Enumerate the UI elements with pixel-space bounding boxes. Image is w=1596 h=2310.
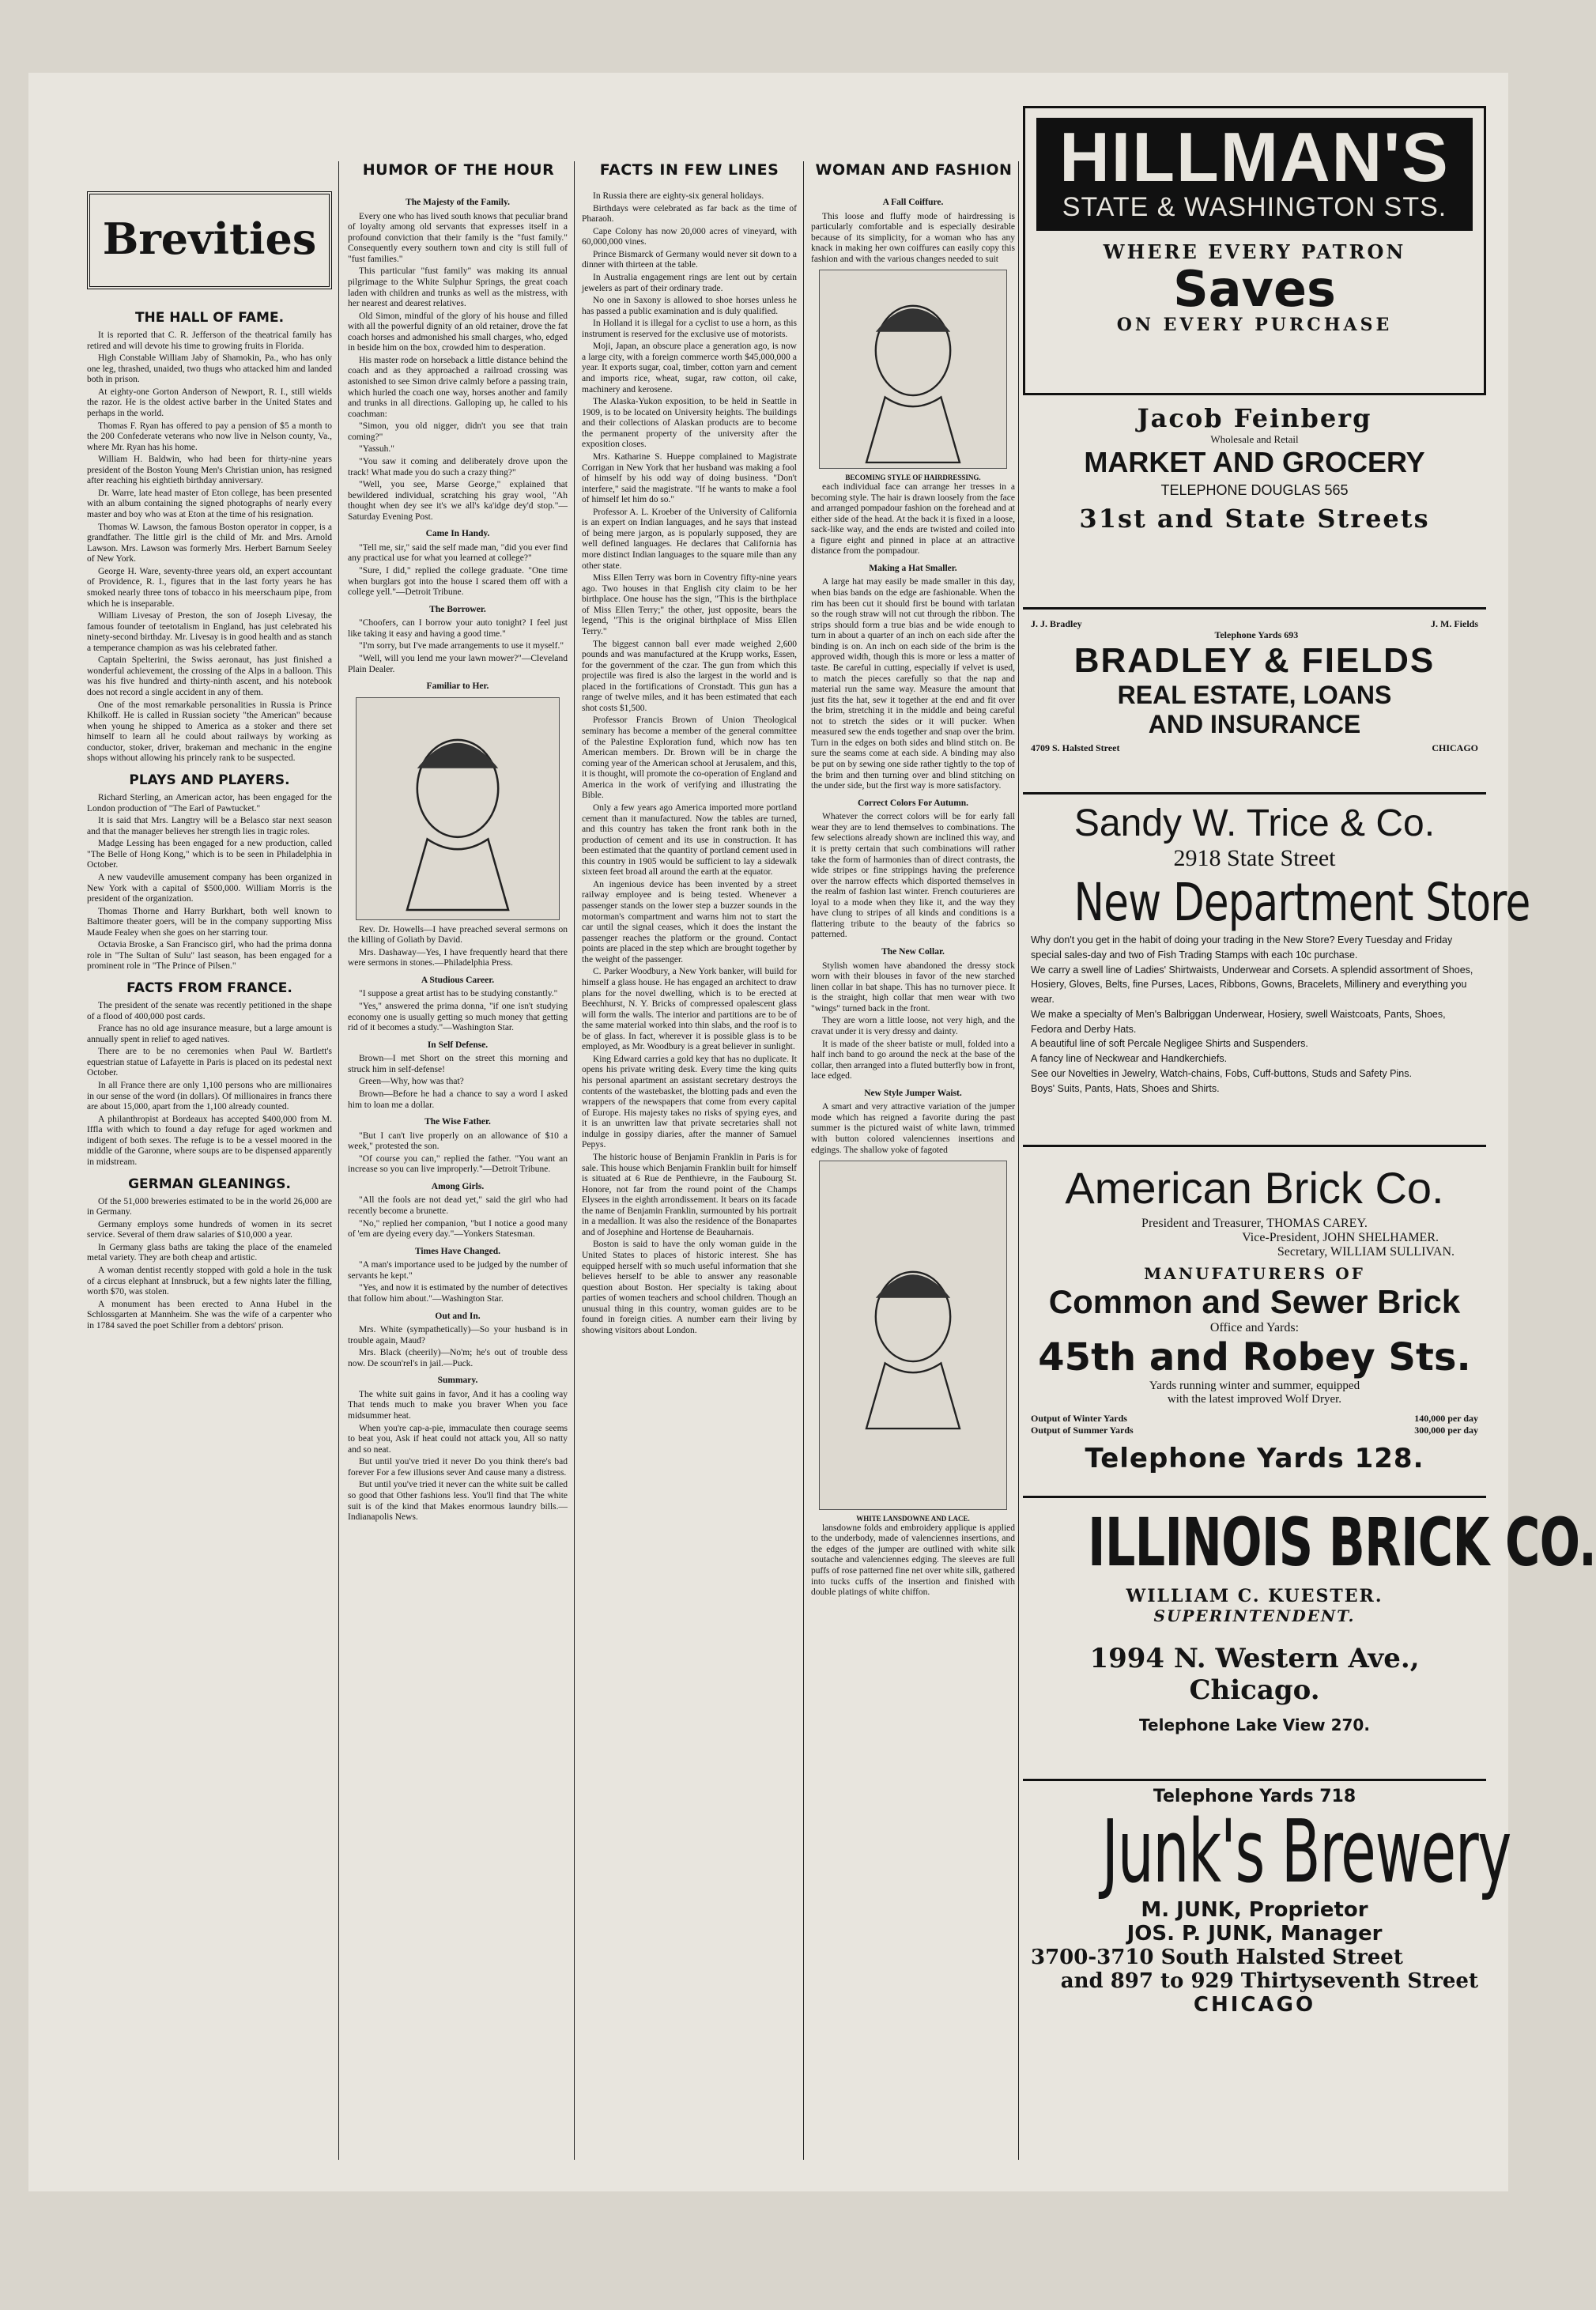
fashion-header: WOMAN AND FASHION bbox=[815, 161, 1013, 179]
article-paragraph: Birthdays were celebrated as far back as the time of Pharaoh. bbox=[582, 203, 797, 225]
hillman-line1: WHERE EVERY PATRON bbox=[1103, 240, 1406, 263]
article-paragraph: "Choofers, can I borrow your auto tonight? I feel just like taking it easy and having a good time." bbox=[348, 618, 568, 639]
bradley-line2: AND INSURANCE bbox=[1148, 710, 1361, 738]
article-paragraph: A smart and very attractive variation of the jumper mode which has reigned a favorite during the past summer is the pictured waist of white lawn, trimmed with button colored valenciennes insertions and edgings. The shallow yoke of fagoted bbox=[811, 1102, 1015, 1155]
article-paragraph: Germany employs some hundreds of women in its secret service. Several of them draw salaries of $10,000 a year. bbox=[87, 1219, 332, 1240]
article-paragraph: It is reported that C. R. Jefferson of the theatrical family has retired and will devote his time to growing fruits in Florida. bbox=[87, 330, 332, 351]
article-paragraph: At eighty-one Gorton Anderson of Newport, R. I., still wields the razor. He is the oldest active barber in the United States and perhaps in the world. bbox=[87, 387, 332, 418]
article-paragraph: lansdowne folds and embroidery applique is applied to the underbody, made of valenciennes insertions, and the edges of the jumper are outlined with white silk soutache and valenciennes edging. The sleeves are full puffs of rose patterned fine net over white silk, gathered into tucks cuffs of the insertion and finished with double platings of white chiffon. bbox=[811, 1523, 1015, 1598]
article-paragraph: Mrs. Dashaway—Yes, I have frequently heard that there were sermons in stones.—Philadelphia Press. bbox=[348, 947, 568, 968]
article-paragraph: A woman dentist recently stopped with gold a hole in the tusk of a circus elephant at Innsbruck, but a few nights later the filling, worth $70, was stolen. bbox=[87, 1265, 332, 1297]
plays-items bbox=[87, 793, 332, 972]
trice-line: Boys' Suits, Pants, Hats, Shoes and Shirts. bbox=[1031, 1082, 1220, 1094]
illinois-person: WILLIAM C. KUESTER. bbox=[1126, 1586, 1383, 1606]
column-facts bbox=[582, 191, 797, 2199]
article-title: New Style Jumper Waist. bbox=[864, 1088, 962, 1098]
article-paragraph: When you're cap-a-pie, immaculate then courage seems to beat you, Ask if heat could not attack you, All so natty and so neat. bbox=[348, 1423, 568, 1455]
feinberg-title: MARKET AND GROCERY bbox=[1084, 446, 1425, 478]
bradley-left: J. J. Bradley bbox=[1031, 618, 1082, 629]
bradley-phone: Telephone Yards 693 bbox=[1214, 629, 1299, 640]
hillman-saves: Saves bbox=[1173, 260, 1336, 318]
article-paragraph: Thomas F. Ryan has offered to pay a pension of $5 a month to the 200 Confederate veterans who now live in Nelson county, Va., where Mr. Ryan has his home. bbox=[87, 421, 332, 452]
column-rule bbox=[338, 161, 339, 2160]
article-title: In Self Defense. bbox=[427, 1040, 489, 1050]
trice-line: A beautiful line of soft Percale Negligee Shirts and Suspenders. bbox=[1031, 1038, 1308, 1050]
trice-ad bbox=[1023, 802, 1530, 1096]
winter-value: 140,000 per day bbox=[1414, 1413, 1478, 1424]
illinois-brick-ad bbox=[1023, 1504, 1596, 1734]
article-title: The Majesty of the Family. bbox=[406, 198, 510, 207]
article-paragraph: Whatever the correct colors will be for early fall wear they are to lend themselves to combinations. The few selections already shown are inclined this way, and it is pretty certain that such combinations will rather take the form of harmonies than of direct contrasts, the wide stripes or fine strippings having the preference over the narrow effects which disported themselves in the realm of fashion last winter. French couturieres are loyal to a mode when they like it, and the way they have clung to stripes of all kinds and conditions is a flattering tribute to the beauty of the fabrics so patterned. bbox=[811, 812, 1015, 940]
article-title: Among Girls. bbox=[431, 1181, 485, 1191]
article-paragraph: William H. Baldwin, who had been for thirty-nine years president of the Boston Young Men's Christian union, has resigned after reaching his eightieth birthday anniversary. bbox=[87, 455, 332, 486]
trice-line: See our Novelties in Jewelry, Watch-chains, Fobs, Cuff-buttons, Studs and Safety Pins. bbox=[1031, 1067, 1412, 1079]
article-paragraph: The biggest cannon ball ever made weighed 2,600 pounds and was manufactured at the Krupp works, Essen, for the government of the czar. The gun from which this projectile was fired is also the largest in the world and is placed in the fortifications of Cronstadt. This gun has a range of twelve miles, and it has been estimated that each shot costs $1,500. bbox=[582, 639, 797, 713]
article-paragraph: "You saw it coming and deliberately drove upon the track! What made you do such a crazy thing?" bbox=[348, 456, 568, 477]
article-paragraph: "Of course you can," replied the father. "You want an increase so you can live improperly."—Detroit Tribune. bbox=[348, 1153, 568, 1175]
article-paragraph: Octavia Broske, a San Francisco girl, who had the prima donna role in "The Sultan of Sulu" last season, has been engaged for a prominent role in "The Prince of Pilsen." bbox=[87, 940, 332, 972]
france-items bbox=[87, 1001, 332, 1168]
article-paragraph: "Simon, you old nigger, didn't you see that train coming?" bbox=[348, 421, 568, 442]
trice-title: New Department Store bbox=[1073, 872, 1530, 933]
article-paragraph: Thomas W. Lawson, the famous Boston operator in copper, is a grandfather. The little girl is the child of Mr. and Mrs. Arnold Lawson. Mrs. Lawson was formerly Mrs. Herbert Barnum Seeley of New York. bbox=[87, 522, 332, 564]
article-paragraph: They are worn a little loose, not very high, and the cravat under it is very dressy and dainty. bbox=[811, 1016, 1015, 1036]
article-paragraph: One of the most remarkable personalities in Russia is Prince Khilkoff. He is called in Russian society "the American" because when young he shipped to America as a stoker and there set himself to learn all he could about railways by working as conductor, stoker, driver, brakeman and mechanic in the engine shops without allowing his princely rank to be suspected. bbox=[87, 700, 332, 764]
article-title: Familiar to Her. bbox=[426, 681, 489, 692]
illustration-caption: WHITE LANSDOWNE AND LACE. bbox=[856, 1515, 970, 1523]
article-paragraph: Thomas Thorne and Harry Burkhart, both well known to Baltimore theater goers, will be in the company supporting Miss Maude Fealey when she goes on her starring tour. bbox=[87, 906, 332, 938]
article-paragraph: C. Parker Woodbury, a New York banker, will build for himself a glass house. He has engaged an architect to draw plans for the novel dwelling, which is to be erected at Beechhurst, N. Y. Bricks of compressed opalescent glass will form the walls. The interior and partitions are to be of the same material worked into thin slabs, and the roof is to be of glass. In fact, wherever it is possible glass is to be employed, as Mr. Woodbury is a great believer in sunlight. bbox=[582, 967, 797, 1052]
article-paragraph: Mrs. Katharine S. Hueppe complained to Magistrate Corrigan in New York that her husband was making a fool of himself by his odd way of doing business. "Don't interfere," said the magistrate. "If he wants to make a fool of himself let him do so." bbox=[582, 451, 797, 505]
bradley-right: J. M. Fields bbox=[1431, 618, 1478, 629]
article-paragraph: "A man's importance used to be judged by the number of servants he kept." bbox=[348, 1260, 568, 1281]
trice-name: Sandy W. Trice & Co. bbox=[1073, 802, 1436, 844]
american-phone: Telephone Yards 128. bbox=[1085, 1443, 1424, 1474]
junk-brewery-ad bbox=[1023, 1787, 1511, 2017]
article-title: Making a Hat Smaller. bbox=[869, 563, 957, 573]
trice-line: We carry a swell line of Ladies' Shirtwaists, Underwear and Corsets. A splendid assortment of Shoes, Hosiery, Gloves, Belts, fine Purses, Laces, Ribbons, Gowns, Bracelets, Millinery and everything you wear. bbox=[1031, 964, 1473, 1005]
article-paragraph: High Constable William Jaby of Shamokin, Pa., who has only one leg, thrashed, unaided, two thugs who attacked him and landed both in prison. bbox=[87, 353, 332, 385]
ad-divider bbox=[1023, 1779, 1486, 1781]
illinois-phone: Telephone Lake View 270. bbox=[1139, 1716, 1370, 1734]
article-paragraph: A monument has been erected to Anna Hubel in the Schlossgarten at Mannheim. She was the wife of a carpenter who in 1784 saved the poet Schiller from a debtors' prison. bbox=[87, 1299, 332, 1331]
article-paragraph: Cape Colony has now 20,000 acres of vineyard, with 60,000,000 vines. bbox=[582, 226, 797, 247]
american-name: American Brick Co. bbox=[1065, 1163, 1444, 1213]
section-heading: PLAYS AND PLAYERS. bbox=[129, 772, 290, 788]
article-paragraph: William Livesay of Preston, the son of Joseph Livesay, the famous founder of teetotalism in England, has just celebrated his ninety-second birthday. Mr. Livesay is in good health and as stanch a temperance champion as was his celebrated father. bbox=[87, 611, 332, 653]
article-paragraph: In Germany glass baths are taking the place of the enameled metal variety. They are both cheap and artistic. bbox=[87, 1242, 332, 1263]
feinberg-ad bbox=[1023, 403, 1486, 534]
article-paragraph: There are to be no ceremonies when Paul W. Bartlett's equestrian statue of Lafayette in Paris is placed on its pedestal next October. bbox=[87, 1047, 332, 1078]
article-paragraph: Every one who has lived south knows that peculiar brand of loyalty among old servants that expresses itself in a profound conviction that their family is the "fust family." Consequently every southern town and city is still full of "fust families." bbox=[348, 211, 568, 264]
jumper-waist-illustration bbox=[819, 1161, 1007, 1510]
article-paragraph: Rev. Dr. Howells—I have preached several sermons on the killing of Goliath by David. bbox=[348, 924, 568, 946]
feinberg-address: 31st and State Streets bbox=[1079, 504, 1430, 534]
ad-divider bbox=[1023, 1496, 1486, 1498]
column-rule bbox=[803, 161, 804, 2160]
article-paragraph: Madge Lessing has been engaged for a new production, called "The Belle of Hong Kong," which is to be seen in Philadelphia in October. bbox=[87, 839, 332, 870]
section-heading: FACTS FROM FRANCE. bbox=[126, 980, 292, 997]
junk-city: CHICAGO bbox=[1193, 1992, 1316, 2017]
junk-addr2: and 897 to 929 Thirtyseventh Street bbox=[1060, 1968, 1478, 1993]
bradley-city: CHICAGO bbox=[1432, 742, 1478, 753]
article-paragraph: Moji, Japan, an obscure place a generation ago, is now a large city, with a foreign commerce worth $45,000,000 a year. It exports sugar, coal, timber, cotton yarn and cement and imports rice, wheat, sugar, raw cotton, oil cake, machinery and kerosene. bbox=[582, 342, 797, 394]
article-paragraph: Brown—I met Short on the street this morning and struck him in self-defense! bbox=[348, 1054, 568, 1074]
article-paragraph: George H. Ware, seventy-three years old, an expert accountant of Providence, R. I., figures that in the last forty years he has smoked nearly three tons of tobacco in his meerschaum pipe, from which he is inseparable. bbox=[87, 566, 332, 609]
section-heading: GERMAN GLEANINGS. bbox=[128, 1176, 291, 1192]
article-paragraph: In all France there are only 1,100 persons who are millionaires in our sense of the word (in dollars). Of millionaires in francs there are about 15,000, apart from the 1,100 already counted. bbox=[87, 1081, 332, 1112]
illustration-caption: BECOMING STYLE OF HAIRDRESSING. bbox=[845, 474, 981, 482]
summer-value: 300,000 per day bbox=[1414, 1425, 1478, 1436]
article-paragraph: His master rode on horseback a little distance behind the coach and as they approached a railroad crossing was astonished to see Simon drive calmly before a passing train, which hurled the coach one way, horses another and family and trunks in all directions. Galloping up, he called to his coachman: bbox=[348, 355, 568, 419]
article-paragraph: "I'm sorry, but I've made arrangements to use it myself." bbox=[359, 641, 564, 651]
column-fashion bbox=[811, 191, 1015, 2199]
american-yards1: Yards running winter and summer, equipped bbox=[1149, 1380, 1360, 1392]
german-items bbox=[87, 1197, 332, 1332]
article-paragraph: The Alaska-Yukon exposition, to be held in Seattle in 1909, is to be located on University heights. The buildings and their collections of Alaskan products are to become the permanent property of the university after the exposition closes. bbox=[582, 397, 797, 450]
article-paragraph: "But I can't live properly on an allowance of $10 a week," protested the son. bbox=[348, 1130, 568, 1152]
feinberg-name: Jacob Feinberg bbox=[1137, 403, 1372, 433]
article-paragraph: "Tell me, sir," said the self made man, "did you ever find any practical use for what you learned at college?" bbox=[348, 542, 568, 564]
article-title: Came In Handy. bbox=[425, 529, 490, 539]
column-rule bbox=[1018, 161, 1019, 2160]
article-paragraph: Miss Ellen Terry was born in Coventry fifty-nine years ago. Two houses in that English city claim to be her birthplace. One house has the sign, "This is the birthplace of Miss Ellen Terry;" the other, just opposite, bears the legend, "This is the original birthplace of Miss Ellen Terry." bbox=[582, 573, 797, 636]
article-paragraph: "No," replied her companion, "but I notice a good many of 'em are dyeing every day."—Yonkers Statesman. bbox=[348, 1218, 568, 1240]
hall-of-fame-items bbox=[87, 330, 332, 764]
article-paragraph: It is made of the sheer batiste or mull, folded into a half inch band to go around the neck at the base of the collar, then arranged into a fluted butterfly bow in front, lace edged. bbox=[811, 1039, 1015, 1081]
trice-line: Why don't you get in the habit of doing your trading in the New Store? Every Tuesday and Friday special sales-day and two of Fish Trading Stamps with each 10c purchase. bbox=[1031, 934, 1453, 961]
article-paragraph: Stylish women have abandoned the dressy stock worn with their blouses in favor of the new starched linen collar in bat shape. This has no turnover piece. It is the straight, high collar that men wear with two "wings" turned back in the front. bbox=[811, 961, 1015, 1013]
winter-label: Output of Winter Yards bbox=[1031, 1413, 1127, 1424]
article-paragraph: "All the fools are not dead yet," said the girl who had recently become a brunette. bbox=[348, 1195, 568, 1216]
cartoon-illustration bbox=[356, 697, 560, 920]
article-title: The New Collar. bbox=[881, 947, 945, 957]
article-paragraph: An ingenious device has been invented by a street railway employee and is being tested. Whenever a passenger stands on the lower step a buzzer sounds in the motorman's compartment and warns him not to start the car until the signal ceases, which it does the instant the passenger reaches the platform or the ground. Contact points are placed in the step which are brought together by the weight of the passenger. bbox=[582, 879, 797, 964]
american-brick-ad bbox=[1023, 1162, 1486, 1474]
junk-phone: Telephone Yards 718 bbox=[1153, 1787, 1356, 1806]
article-paragraph: In Russia there are eighty-six general holidays. bbox=[593, 191, 764, 201]
american-product: Common and Sewer Brick bbox=[1048, 1283, 1461, 1320]
hairdressing-illustration bbox=[819, 270, 1007, 469]
article-paragraph: Prince Bismarck of Germany would never sit down to a dinner with thirteen at the table. bbox=[582, 249, 797, 270]
article-paragraph: But until you've tried it never can the white suit be called so good that Other fashions less. You'll find that The white suit is of the kind that Makes enormous laundry bills.—Indianapolis News. bbox=[348, 1480, 568, 1523]
trice-address: 2918 State Street bbox=[1173, 845, 1336, 871]
bradley-ad bbox=[1023, 618, 1486, 754]
article-paragraph: This particular "fust family" was making its annual pilgrimage to the White Sulphur Springs, the great coach laden with children and trunks as well as the mistress, with her nearest and dearest relatives. bbox=[348, 266, 568, 309]
article-paragraph: "Well, you see, Marse George," explained that bewildered individual, scratching his gray wool, "Ah thought when dey see it's we all's ka'idge dey'd stop."—Saturday Evening Post. bbox=[348, 480, 568, 522]
feinberg-phone: TELEPHONE DOUGLAS 565 bbox=[1160, 482, 1349, 498]
article-paragraph: No one in Saxony is allowed to shoe horses unless he has passed a public examination and is duly qualified. bbox=[582, 296, 797, 316]
american-address: 45th and Robey Sts. bbox=[1038, 1335, 1471, 1380]
bradley-line1: REAL ESTATE, LOANS bbox=[1117, 681, 1392, 709]
ad-divider bbox=[1023, 1145, 1486, 1147]
article-paragraph: Green—Why, how was that? bbox=[359, 1077, 464, 1087]
article-paragraph: "Yes," answered the prima donna, "if one isn't studying economy one is usually getting so much money that getting rid of it becomes a study."—Washington Star. bbox=[348, 1002, 568, 1033]
column-rule bbox=[574, 161, 575, 2160]
article-paragraph: Old Simon, mindful of the glory of his house and filled with all the powerful dignity of an old retainer, drove the fat coach horses and admonished his small charges, who, edged in beside him on the box, crowded him to desperation. bbox=[348, 311, 568, 353]
article-paragraph: Brown—Before he had a chance to say a word I asked him to loan me a dollar. bbox=[348, 1089, 568, 1110]
hairdressing-illustration-drawing bbox=[820, 270, 1006, 468]
article-paragraph: France has no old age insurance measure, but a large amount is annually spent in relief to aged natives. bbox=[87, 1024, 332, 1044]
ad-divider bbox=[1023, 792, 1486, 795]
article-paragraph: "Yassuh." bbox=[359, 444, 394, 455]
american-office: Office and Yards: bbox=[1209, 1321, 1300, 1334]
hillman-line2: ON EVERY PURCHASE bbox=[1116, 315, 1393, 336]
trice-line: We make a specialty of Men's Balbriggan Underwear, Hosiery, swell Waistcoats, Pants, Shoes, Fedora and Derby Hats. bbox=[1031, 1008, 1446, 1035]
article-paragraph: This loose and fluffy mode of hairdressing is particularly comfortable and is especially desirable because of its simplicity, for a woman who has any knack in making her own coiffures can easily copy this fashion and with the various changes needed to suit bbox=[811, 211, 1015, 264]
article-paragraph: A new vaudeville amusement company has been organized in New York with a capital of $500,000. William Morris is the president of the organization. bbox=[87, 872, 332, 904]
jumper-waist-illustration-drawing bbox=[820, 1161, 1006, 1509]
article-paragraph: "Sure, I did," replied the college graduate. "One time when burglars got into the house I scared them off with a college yell."—Detroit Tribune. bbox=[348, 566, 568, 598]
article-title: Correct Colors For Autumn. bbox=[857, 798, 969, 808]
cartoon-illustration-drawing bbox=[357, 698, 559, 919]
newspaper-page bbox=[28, 73, 1596, 2191]
article-paragraph: It is said that Mrs. Langtry will be a Belasco star next season and that the manager believes her strength lies in tragic roles. bbox=[87, 816, 332, 836]
bradley-name: BRADLEY & FIELDS bbox=[1073, 641, 1436, 680]
article-paragraph: The historic house of Benjamin Franklin in Paris is for sale. This house which Benjamin Franklin built for himself is situated at 6 Rue de Penthievre, in the Faubourg St. Honore, not far from the round point of the Champs Elysees in the eighth arrondissement. It bears on its facade the name of Benjamin Franklin, surmounted by his portrait in a medallion. It was also the residence of the Bonapartes and of Josephine and Hortense de Beauharnais. bbox=[582, 1152, 797, 1237]
american-vp: Vice-President, JOHN SHELHAMER. bbox=[1242, 1231, 1439, 1244]
article-paragraph: But until you've tried it never Do you think there's bad forever For a few illusions sever And cause many a distress. bbox=[348, 1457, 568, 1478]
article-paragraph: A large hat may easily be made smaller in this day, when bias bands on the edge are fashionable. When the rim has been cut it should first be bound with tarlatan so the rough straw will not cut through the ribbon. The strips should form a true bias and be wide enough to turn in about a quarter of an inch on each side after the binding is on. An inch on each side of the brim is the approved width, though this is more or less a matter of taste. Be careful in cutting, especially if velvet is used, to match the pieces carefully so that the nap and material run the same way. Measure the amount that just fits the hat, sew it together at the end and fit over the brim, stretching it in the middle and being careful not to stretch the sides or it will pucker. When measured sew the ends together and snap over the brim. Turn in the edges on both sides and blind stitch on. Be sure the seams come at each side. A binding may also be put on by sewing one side rather tightly to the top of the brim and then turning over and blind stitching on the under side, but the first way is more satisfactory. bbox=[811, 577, 1015, 791]
article-paragraph: Mrs. Black (cheerily)—No'm; he's out of trouble dess now. De scoun'rel's in jail.—Puck. bbox=[348, 1348, 568, 1368]
ad-divider bbox=[1023, 607, 1486, 610]
illinois-address: 1994 N. Western Ave., Chicago. bbox=[1089, 1643, 1420, 1706]
summer-label: Output of Summer Yards bbox=[1031, 1425, 1134, 1436]
article-paragraph: In Holland it is illegal for a cyclist to use a horn, as this instrument is reserved for the exclusive use of motorists. bbox=[582, 319, 797, 339]
article-paragraph: Mrs. White (sympathetically)—So your husband is in trouble again, Maud? bbox=[348, 1325, 568, 1346]
article-paragraph: "Yes, and now it is estimated by the number of detectives that follow him about."—Washington Star. bbox=[348, 1283, 568, 1304]
article-paragraph: "Well, will you lend me your lawn mower?"—Cleveland Plain Dealer. bbox=[348, 653, 568, 674]
trice-details bbox=[1023, 933, 1486, 1096]
hillman-ad bbox=[1023, 106, 1486, 395]
article-paragraph: Richard Sterling, an American actor, has been engaged for the London production of "The Earl of Pawtucket." bbox=[87, 793, 332, 813]
article-paragraph: In Australia engagement rings are lent out by certain jewelers as part of their ordinary trade. bbox=[582, 272, 797, 293]
article-paragraph: Professor A. L. Kroeber of the University of California is an expert on Indian languages, and he says that instead of being mere jargon, as is popularly supposed, they are well defined languages. He declares that California has more distinct Indian languages to the square mile than any other state. bbox=[582, 507, 797, 571]
bradley-address: 4709 S. Halsted Street bbox=[1031, 742, 1120, 753]
article-paragraph: each individual face can arrange her tresses in a becoming style. The hair is drawn loosely from the face and arranged pompadour fashion on the forehead and at either side of the head. At the back it is fixed in a loose, sack-like way, and the ends are twisted and coiled into a figure eight and pinned in place at an attractive distance from the pompadour. bbox=[811, 481, 1015, 557]
article-paragraph: King Edward carries a gold key that has no duplicate. It opens his private writing desk. Every time the king quits his personal apartment an assistant secretary destroys the contents of the wastebasket, the blotting pads and even the wrappers of the newspapers that come from every capital of Europe. His majesty takes no risks of spying eyes, and it is an unwritten law that private secretaries shall not indulge in gossipy diaries, after the manner of Samuel Pepys. bbox=[582, 1054, 797, 1150]
american-sec: Secretary, WILLIAM SULLIVAN. bbox=[1277, 1245, 1455, 1259]
article-title: A Studious Career. bbox=[421, 975, 495, 985]
article-title: The Wise Father. bbox=[424, 1117, 491, 1127]
american-yards2: with the latest improved Wolf Dryer. bbox=[1167, 1393, 1342, 1406]
hillman-address: STATE & WASHINGTON STS. bbox=[1062, 192, 1447, 222]
illinois-role: SUPERINTENDENT. bbox=[1153, 1606, 1356, 1625]
hillman-banner bbox=[1036, 118, 1473, 231]
article-paragraph: The white suit gains in favor, And it has a cooling way That tends much to make you braver When you face midsummer heat. bbox=[348, 1389, 568, 1421]
junk-prop: M. JUNK, Proprietor bbox=[1141, 1897, 1368, 1922]
article-title: A Fall Coiffure. bbox=[882, 198, 944, 207]
trice-line: A fancy line of Neckwear and Handkerchiefs. bbox=[1031, 1053, 1228, 1064]
article-title: Out and In. bbox=[435, 1311, 481, 1321]
article-paragraph: Boston is said to have the only woman guide in the United States to places of historic interest. She has equipped herself with so much useful information that she believes herself to be able to answer any reasonable question about Boston. Her specialty is taking about parties of women teachers and school children. Though an unusual thing in this country, woman guides are to be found in foreign cities. A number earn their living by showing visitors about London. bbox=[582, 1240, 797, 1335]
feinberg-tag: Wholesale and Retail bbox=[1210, 433, 1299, 445]
section-heading: THE HALL OF FAME. bbox=[134, 310, 285, 326]
article-paragraph: Captain Spelterini, the Swiss aeronaut, has just finished a wonderful achievement, the crossing of the Alps in a balloon. This was his five hundred and thirty-ninth ascent, and his notebook does not record a single accident in any of them. bbox=[87, 655, 332, 698]
brevities-masthead: Brevities bbox=[87, 191, 332, 289]
humor-header: HUMOR OF THE HOUR bbox=[362, 161, 555, 179]
article-paragraph: Only a few years ago America imported more portland cement than it manufactured. Now the tables are turned, and this country has taken the front rank both in the production of cement and its use in construction. It has been estimated that the quantity of portland cement used in this country in 1905 would be sufficient to lay a sidewalk sixteen feet broad all around the earth at the equator. bbox=[582, 802, 797, 878]
article-title: Times Have Changed. bbox=[414, 1246, 501, 1256]
article-paragraph: The president of the senate was recently petitioned in the shape of a flood of 400,000 post cards. bbox=[87, 1001, 332, 1021]
junk-mgr: JOS. P. JUNK, Manager bbox=[1126, 1921, 1383, 1946]
article-paragraph: "I suppose a great artist has to be studying constantly." bbox=[359, 989, 558, 999]
article-paragraph: Dr. Warre, late head master of Eton college, has been presented with an album containing the signed photographs of nearly every master and boy who was at Eton at the time of his resignation. bbox=[87, 488, 332, 520]
junk-name: Junk's Brewery bbox=[1101, 1801, 1511, 1902]
hillman-name: HILLMAN'S bbox=[1059, 118, 1450, 196]
column-humor bbox=[348, 191, 568, 2199]
illinois-name: ILLINOIS BRICK CO. bbox=[1088, 1504, 1596, 1581]
article-title: The Borrower. bbox=[429, 604, 486, 614]
article-paragraph: A philanthropist at Bordeaux has accepted $400,000 from M. Iffla with which to found a day refuge for aged workmen and indigent of both sexes. The refuge is to be a vessel moored in the middle of the Garonne, where soups are to be dispensed apparently in midstream. bbox=[87, 1114, 332, 1167]
junk-addr1: 3700-3710 South Halsted Street bbox=[1031, 1945, 1403, 1969]
american-pres: President and Treasurer, THOMAS CAREY. bbox=[1141, 1217, 1368, 1230]
facts-header: FACTS IN FEW LINES bbox=[599, 161, 779, 179]
article-paragraph: Professor Francis Brown of Union Theological seminary has become a member of the general committee of the Palestine Exploration fund, which now has ten American members. Dr. Brown will be in charge the coming year of the American school at Jerusalem, and this, it is thought, will promote the co-operation of England and America in the work of verifying and illustrating the Bible. bbox=[582, 715, 797, 801]
american-mfr: MANUFATURERS OF bbox=[1144, 1264, 1365, 1283]
article-paragraph: Of the 51,000 breweries estimated to be in the world 26,000 are in Germany. bbox=[87, 1196, 332, 1217]
column-brevities bbox=[87, 302, 332, 2310]
article-title: Summary. bbox=[437, 1376, 478, 1386]
